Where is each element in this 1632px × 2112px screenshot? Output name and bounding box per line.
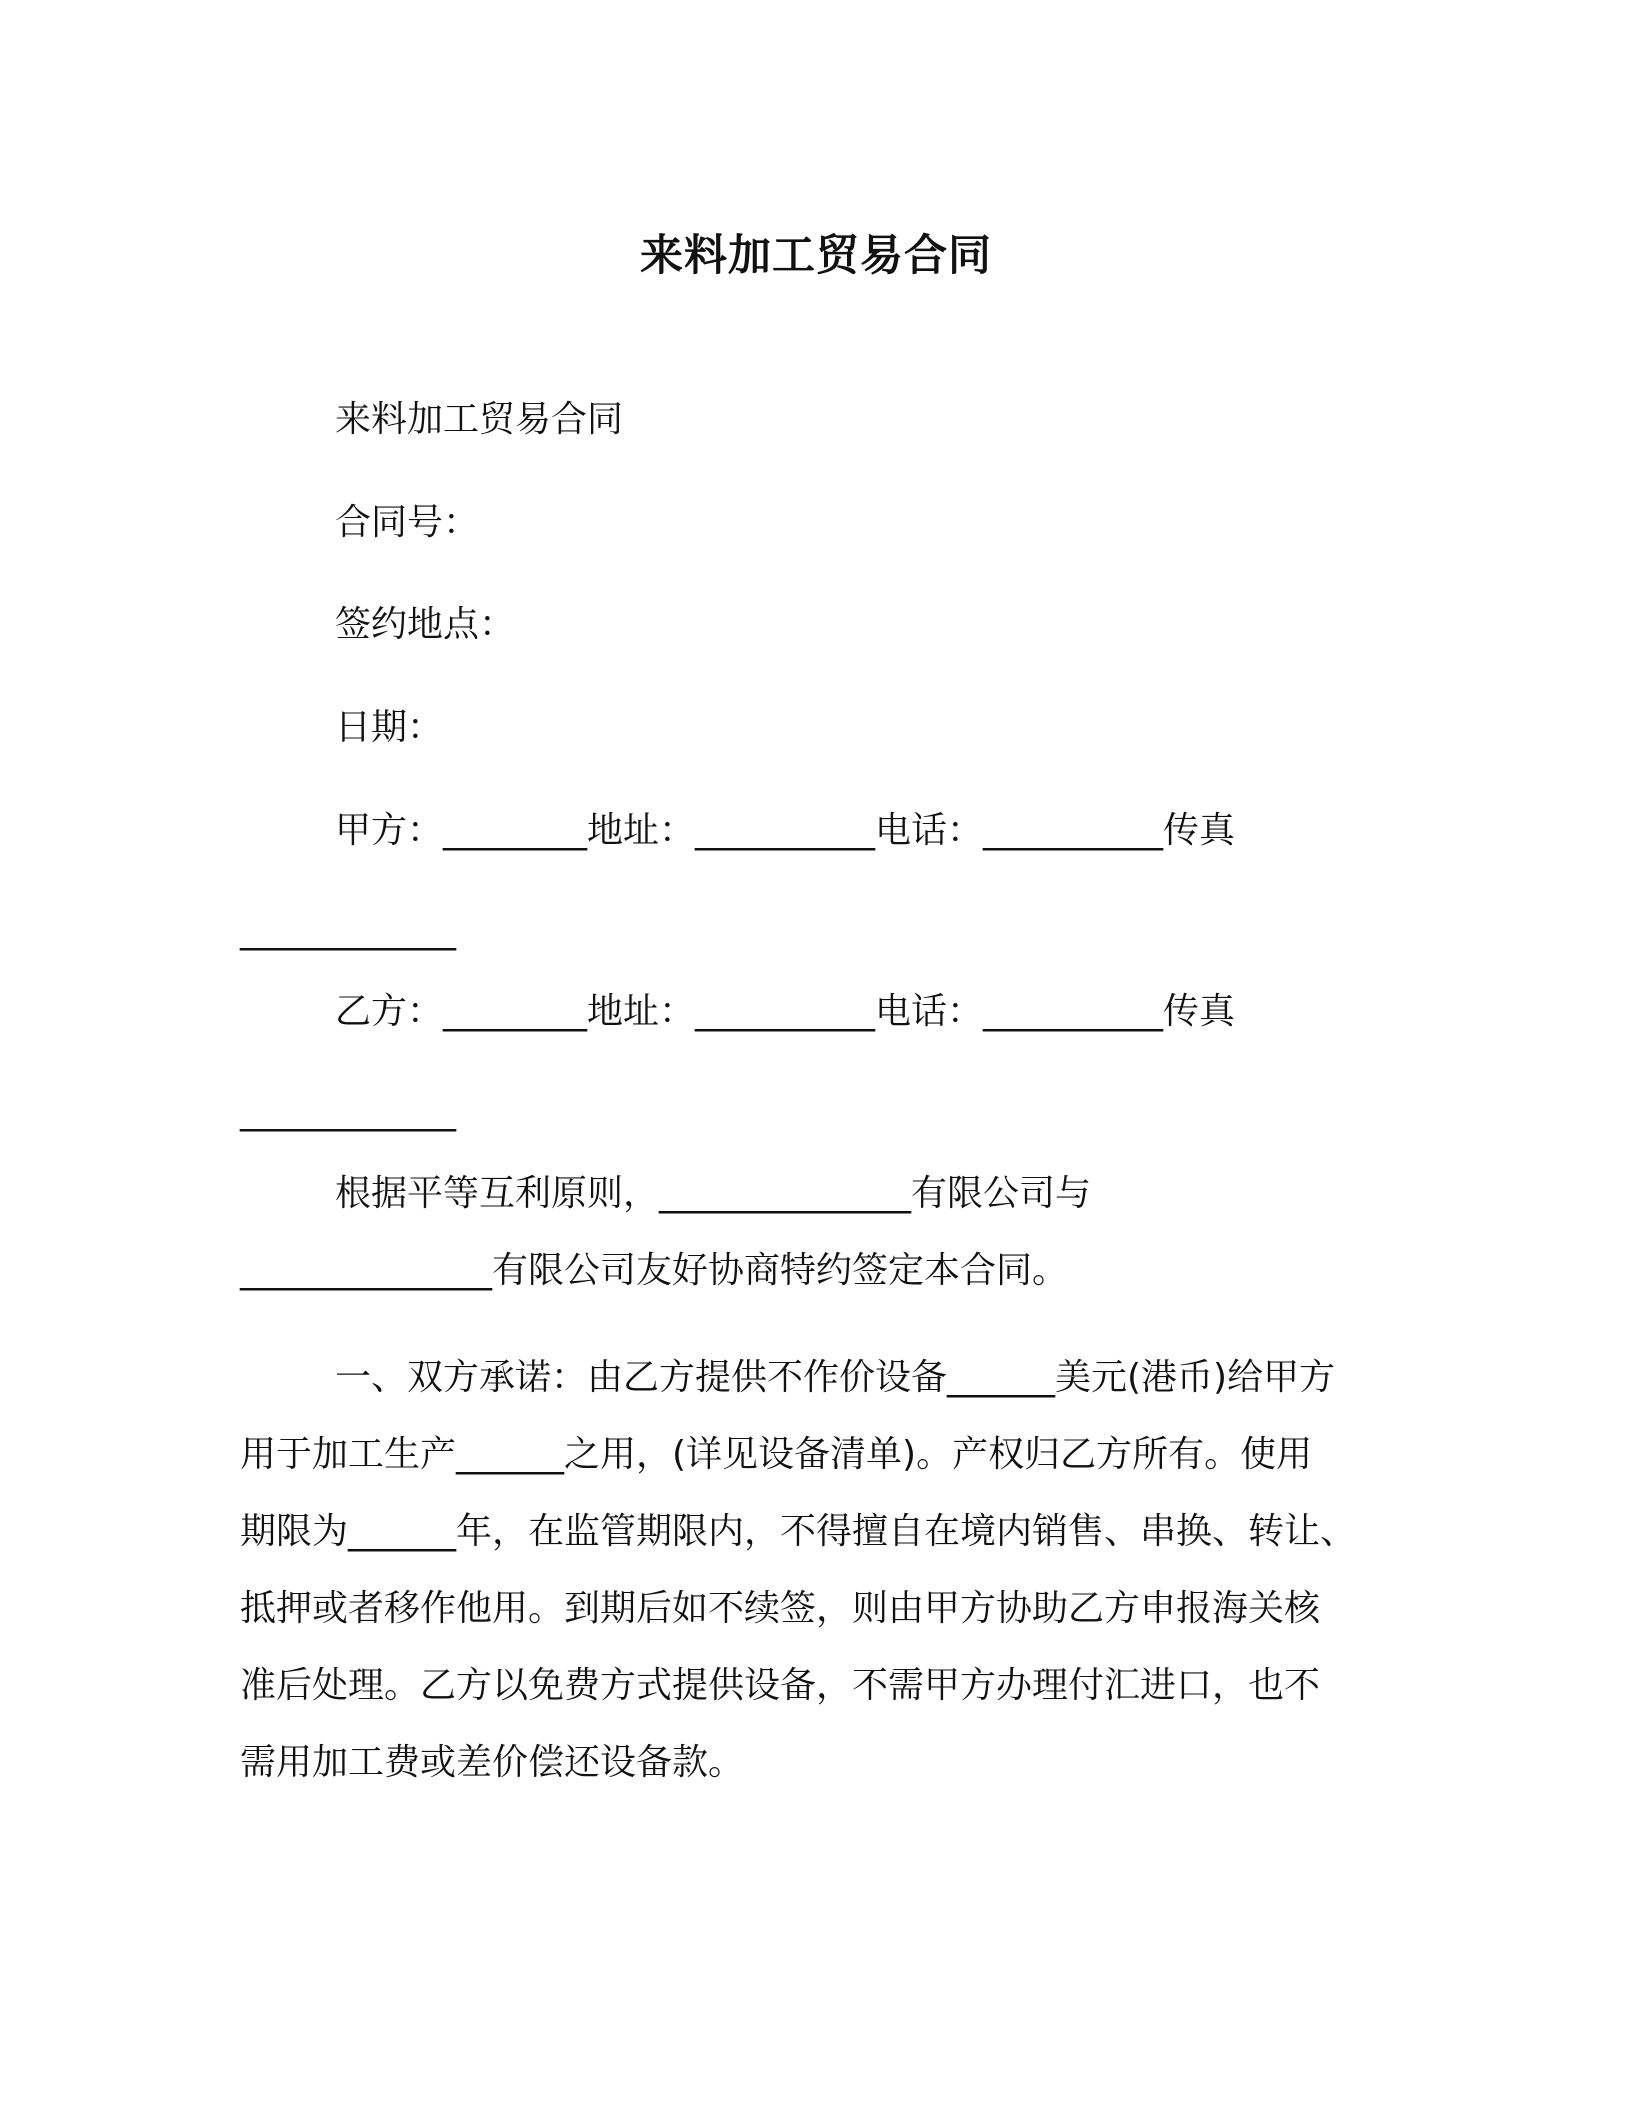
preamble-line-2: ______________有限公司友好协商特约签定本合同。 xyxy=(240,1250,1069,1291)
date-label: 日期： xyxy=(335,707,444,748)
clause-1-line: 需用加工费或差价偿还设备款。 xyxy=(240,1742,745,1783)
contract-subtitle: 来料加工贸易合同 xyxy=(335,399,624,440)
clause-1-line: 用于加工生产______之用，(详见设备清单)。产权归乙方所有。使用 xyxy=(240,1434,1313,1475)
party-b-fax-blank: ____________ xyxy=(240,1091,456,1132)
clause-1-line: 准后处理。乙方以免费方式提供设备，不需甲方办理付汇进口，也不 xyxy=(240,1665,1321,1706)
contract-number-label: 合同号： xyxy=(335,502,480,543)
party-b-line: 乙方：________地址：__________电话：__________传真 xyxy=(335,991,1236,1032)
preamble-line-1: 根据平等互利原则，______________有限公司与 xyxy=(335,1173,1092,1214)
signing-place-label: 签约地点： xyxy=(335,604,516,645)
party-a-line: 甲方：________地址：__________电话：__________传真 xyxy=(335,810,1236,851)
clause-1-line: 一、双方承诺：由乙方提供不作价设备______美元(港币)给甲方 xyxy=(335,1357,1336,1398)
party-a-fax-blank: ____________ xyxy=(240,910,456,951)
document-title: 来料加工贸易合同 xyxy=(640,231,992,281)
clause-1-line: 抵押或者移作他用。到期后如不续签，则由甲方协助乙方申报海关核 xyxy=(240,1588,1321,1629)
clause-1-line: 期限为______年，在监管期限内，不得擅自在境内销售、串换、转让、 xyxy=(240,1511,1357,1552)
